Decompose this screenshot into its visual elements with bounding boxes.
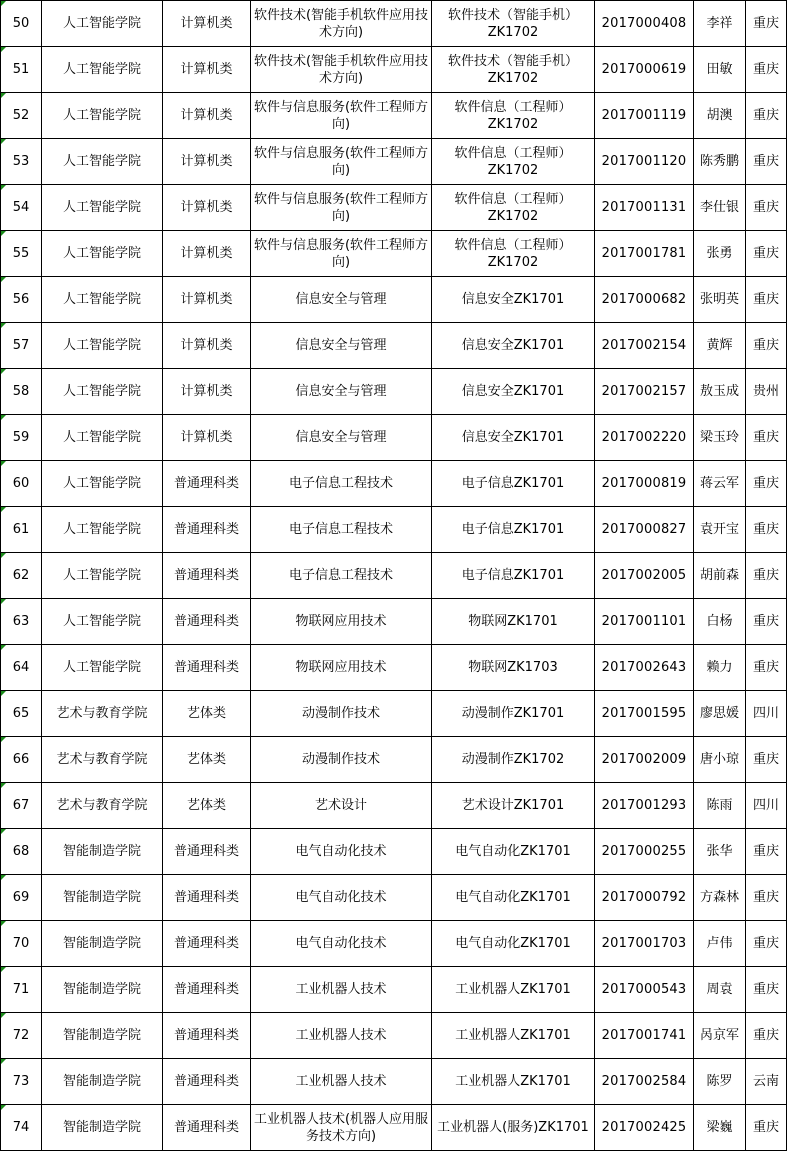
class-cell: 艺术设计ZK1701 — [432, 783, 595, 829]
row-number-cell: 70 — [1, 921, 42, 967]
category-cell: 计算机类 — [163, 369, 251, 415]
row-number-cell: 59 — [1, 415, 42, 461]
class-cell: 工业机器人ZK1701 — [432, 1059, 595, 1105]
college-cell: 人工智能学院 — [42, 185, 163, 231]
student-id-cell: 2017002584 — [595, 1059, 694, 1105]
row-number-cell: 51 — [1, 47, 42, 93]
student-id-cell: 2017001101 — [595, 599, 694, 645]
class-cell: 电子信息ZK1701 — [432, 553, 595, 599]
student-name-cell: 唐小琼 — [694, 737, 746, 783]
row-number-cell: 55 — [1, 231, 42, 277]
student-id-cell: 2017000827 — [595, 507, 694, 553]
origin-cell: 重庆 — [746, 1105, 787, 1151]
student-name-cell: 廖思媛 — [694, 691, 746, 737]
class-cell: 物联网ZK1703 — [432, 645, 595, 691]
college-cell: 智能制造学院 — [42, 829, 163, 875]
class-cell: 工业机器人(服务)ZK1701 — [432, 1105, 595, 1151]
table-row — [1, 967, 787, 1013]
student-name-cell: 田敏 — [694, 47, 746, 93]
student-name-cell: 梁玉玲 — [694, 415, 746, 461]
class-cell: 动漫制作ZK1702 — [432, 737, 595, 783]
class-cell: 电气自动化ZK1701 — [432, 875, 595, 921]
row-number-cell: 50 — [1, 1, 42, 47]
student-name-cell: 蒋云军 — [694, 461, 746, 507]
row-number-cell: 62 — [1, 553, 42, 599]
major-cell: 工业机器人技术(机器人应用服务技术方向) — [251, 1105, 432, 1151]
college-cell: 人工智能学院 — [42, 139, 163, 185]
student-id-cell: 2017000255 — [595, 829, 694, 875]
origin-cell: 重庆 — [746, 1, 787, 47]
category-cell: 普通理科类 — [163, 875, 251, 921]
table-row — [1, 921, 787, 967]
major-cell: 信息安全与管理 — [251, 323, 432, 369]
student-id-cell: 2017001595 — [595, 691, 694, 737]
major-cell: 物联网应用技术 — [251, 599, 432, 645]
student-id-cell: 2017001119 — [595, 93, 694, 139]
row-number-cell: 58 — [1, 369, 42, 415]
row-number-cell: 73 — [1, 1059, 42, 1105]
major-cell: 软件与信息服务(软件工程师方向) — [251, 231, 432, 277]
major-cell: 软件与信息服务(软件工程师方向) — [251, 185, 432, 231]
class-cell: 软件信息（工程师）ZK1702 — [432, 185, 595, 231]
college-cell: 人工智能学院 — [42, 645, 163, 691]
student-name-cell: 张华 — [694, 829, 746, 875]
table-row — [1, 737, 787, 783]
category-cell: 普通理科类 — [163, 507, 251, 553]
table-row — [1, 1, 787, 47]
table-row — [1, 415, 787, 461]
major-cell: 物联网应用技术 — [251, 645, 432, 691]
student-name-cell: 李祥 — [694, 1, 746, 47]
major-cell: 工业机器人技术 — [251, 1013, 432, 1059]
origin-cell: 重庆 — [746, 921, 787, 967]
category-cell: 普通理科类 — [163, 461, 251, 507]
student-name-cell: 李仕银 — [694, 185, 746, 231]
row-number-cell: 71 — [1, 967, 42, 1013]
row-number-cell: 67 — [1, 783, 42, 829]
category-cell: 艺体类 — [163, 737, 251, 783]
major-cell: 动漫制作技术 — [251, 737, 432, 783]
table-row — [1, 277, 787, 323]
row-number-cell: 65 — [1, 691, 42, 737]
origin-cell: 四川 — [746, 783, 787, 829]
class-cell: 工业机器人ZK1701 — [432, 1013, 595, 1059]
table-row — [1, 691, 787, 737]
table-row — [1, 185, 787, 231]
student-id-cell: 2017002425 — [595, 1105, 694, 1151]
row-number-cell: 57 — [1, 323, 42, 369]
college-cell: 艺术与教育学院 — [42, 783, 163, 829]
row-number-cell: 53 — [1, 139, 42, 185]
student-id-cell: 2017001131 — [595, 185, 694, 231]
class-cell: 电气自动化ZK1701 — [432, 829, 595, 875]
table-row — [1, 783, 787, 829]
student-id-cell: 2017000408 — [595, 1, 694, 47]
major-cell: 动漫制作技术 — [251, 691, 432, 737]
student-name-cell: 敖玉成 — [694, 369, 746, 415]
row-number-cell: 64 — [1, 645, 42, 691]
origin-cell: 重庆 — [746, 277, 787, 323]
student-id-cell: 2017002005 — [595, 553, 694, 599]
row-number-cell: 68 — [1, 829, 42, 875]
college-cell: 人工智能学院 — [42, 461, 163, 507]
student-id-cell: 2017000819 — [595, 461, 694, 507]
student-id-cell: 2017002154 — [595, 323, 694, 369]
category-cell: 艺体类 — [163, 783, 251, 829]
category-cell: 艺体类 — [163, 691, 251, 737]
major-cell: 电气自动化技术 — [251, 875, 432, 921]
category-cell: 计算机类 — [163, 415, 251, 461]
origin-cell: 重庆 — [746, 553, 787, 599]
student-name-cell: 胡前森 — [694, 553, 746, 599]
row-number-cell: 52 — [1, 93, 42, 139]
category-cell: 计算机类 — [163, 93, 251, 139]
category-cell: 普通理科类 — [163, 553, 251, 599]
row-number-cell: 72 — [1, 1013, 42, 1059]
origin-cell: 重庆 — [746, 47, 787, 93]
class-cell: 电气自动化ZK1701 — [432, 921, 595, 967]
class-cell: 信息安全ZK1701 — [432, 415, 595, 461]
student-name-cell: 张勇 — [694, 231, 746, 277]
student-name-cell: 周袁 — [694, 967, 746, 1013]
category-cell: 普通理科类 — [163, 921, 251, 967]
college-cell: 人工智能学院 — [42, 323, 163, 369]
class-cell: 信息安全ZK1701 — [432, 277, 595, 323]
student-id-cell: 2017001703 — [595, 921, 694, 967]
class-cell: 电子信息ZK1701 — [432, 507, 595, 553]
class-cell: 软件技术（智能手机）ZK1702 — [432, 1, 595, 47]
row-number-cell: 56 — [1, 277, 42, 323]
row-number-cell: 54 — [1, 185, 42, 231]
class-cell: 软件技术（智能手机）ZK1702 — [432, 47, 595, 93]
class-cell: 工业机器人ZK1701 — [432, 967, 595, 1013]
table-row — [1, 1013, 787, 1059]
major-cell: 信息安全与管理 — [251, 369, 432, 415]
table-row — [1, 47, 787, 93]
student-name-cell: 胡澳 — [694, 93, 746, 139]
student-id-cell: 2017000792 — [595, 875, 694, 921]
class-cell: 物联网ZK1701 — [432, 599, 595, 645]
origin-cell: 重庆 — [746, 967, 787, 1013]
row-number-cell: 66 — [1, 737, 42, 783]
college-cell: 人工智能学院 — [42, 599, 163, 645]
college-cell: 智能制造学院 — [42, 1105, 163, 1151]
class-cell: 软件信息（工程师）ZK1702 — [432, 93, 595, 139]
college-cell: 人工智能学院 — [42, 1, 163, 47]
student-id-cell: 2017001781 — [595, 231, 694, 277]
origin-cell: 重庆 — [746, 93, 787, 139]
category-cell: 普通理科类 — [163, 967, 251, 1013]
table-row — [1, 461, 787, 507]
major-cell: 软件与信息服务(软件工程师方向) — [251, 93, 432, 139]
college-cell: 人工智能学院 — [42, 231, 163, 277]
student-name-cell: 袁开宝 — [694, 507, 746, 553]
student-name-cell: 白杨 — [694, 599, 746, 645]
row-number-cell: 61 — [1, 507, 42, 553]
origin-cell: 重庆 — [746, 507, 787, 553]
student-name-cell: 卢伟 — [694, 921, 746, 967]
table-row — [1, 93, 787, 139]
category-cell: 计算机类 — [163, 185, 251, 231]
student-id-cell: 2017001293 — [595, 783, 694, 829]
major-cell: 艺术设计 — [251, 783, 432, 829]
table-row — [1, 875, 787, 921]
student-name-cell: 方森林 — [694, 875, 746, 921]
college-cell: 人工智能学院 — [42, 507, 163, 553]
student-name-cell: 张明英 — [694, 277, 746, 323]
major-cell: 软件技术(智能手机软件应用技术方向) — [251, 47, 432, 93]
student-id-cell: 2017002157 — [595, 369, 694, 415]
student-name-cell: 呙京军 — [694, 1013, 746, 1059]
category-cell: 计算机类 — [163, 1, 251, 47]
student-name-cell: 陈罗 — [694, 1059, 746, 1105]
origin-cell: 重庆 — [746, 323, 787, 369]
category-cell: 普通理科类 — [163, 1059, 251, 1105]
origin-cell: 重庆 — [746, 737, 787, 783]
student-id-cell: 2017001120 — [595, 139, 694, 185]
origin-cell: 四川 — [746, 691, 787, 737]
category-cell: 普通理科类 — [163, 1105, 251, 1151]
origin-cell: 重庆 — [746, 415, 787, 461]
student-id-cell: 2017000619 — [595, 47, 694, 93]
college-cell: 智能制造学院 — [42, 1013, 163, 1059]
class-cell: 软件信息（工程师）ZK1702 — [432, 231, 595, 277]
table-row — [1, 599, 787, 645]
origin-cell: 重庆 — [746, 139, 787, 185]
origin-cell: 重庆 — [746, 875, 787, 921]
row-number-cell: 69 — [1, 875, 42, 921]
category-cell: 普通理科类 — [163, 1013, 251, 1059]
origin-cell: 重庆 — [746, 185, 787, 231]
table-row — [1, 1105, 787, 1151]
major-cell: 软件技术(智能手机软件应用技术方向) — [251, 1, 432, 47]
class-cell: 动漫制作ZK1701 — [432, 691, 595, 737]
category-cell: 计算机类 — [163, 47, 251, 93]
student-name-cell: 梁巍 — [694, 1105, 746, 1151]
student-name-cell: 陈秀鹏 — [694, 139, 746, 185]
college-cell: 智能制造学院 — [42, 1059, 163, 1105]
row-number-cell: 63 — [1, 599, 42, 645]
origin-cell: 重庆 — [746, 1013, 787, 1059]
origin-cell: 重庆 — [746, 645, 787, 691]
origin-cell: 重庆 — [746, 829, 787, 875]
college-cell: 人工智能学院 — [42, 47, 163, 93]
major-cell: 信息安全与管理 — [251, 277, 432, 323]
major-cell: 电子信息工程技术 — [251, 507, 432, 553]
category-cell: 计算机类 — [163, 231, 251, 277]
table-row — [1, 323, 787, 369]
major-cell: 电气自动化技术 — [251, 921, 432, 967]
student-id-cell: 2017000682 — [595, 277, 694, 323]
major-cell: 信息安全与管理 — [251, 415, 432, 461]
category-cell: 普通理科类 — [163, 599, 251, 645]
table-row — [1, 231, 787, 277]
college-cell: 人工智能学院 — [42, 369, 163, 415]
table-row — [1, 645, 787, 691]
class-cell: 信息安全ZK1701 — [432, 323, 595, 369]
major-cell: 电子信息工程技术 — [251, 461, 432, 507]
college-cell: 人工智能学院 — [42, 415, 163, 461]
origin-cell: 重庆 — [746, 599, 787, 645]
college-cell: 智能制造学院 — [42, 921, 163, 967]
major-cell: 电气自动化技术 — [251, 829, 432, 875]
category-cell: 计算机类 — [163, 323, 251, 369]
major-cell: 工业机器人技术 — [251, 967, 432, 1013]
category-cell: 计算机类 — [163, 139, 251, 185]
college-cell: 智能制造学院 — [42, 967, 163, 1013]
college-cell: 艺术与教育学院 — [42, 737, 163, 783]
category-cell: 普通理科类 — [163, 829, 251, 875]
class-cell: 软件信息（工程师）ZK1702 — [432, 139, 595, 185]
student-id-cell: 2017001741 — [595, 1013, 694, 1059]
row-number-cell: 74 — [1, 1105, 42, 1151]
major-cell: 软件与信息服务(软件工程师方向) — [251, 139, 432, 185]
college-cell: 艺术与教育学院 — [42, 691, 163, 737]
class-cell: 电子信息ZK1701 — [432, 461, 595, 507]
student-id-cell: 2017000543 — [595, 967, 694, 1013]
table-row — [1, 507, 787, 553]
origin-cell: 贵州 — [746, 369, 787, 415]
student-name-cell: 黄辉 — [694, 323, 746, 369]
student-name-cell: 陈雨 — [694, 783, 746, 829]
college-cell: 人工智能学院 — [42, 277, 163, 323]
origin-cell: 重庆 — [746, 231, 787, 277]
table-body — [1, 1, 787, 1151]
major-cell: 电子信息工程技术 — [251, 553, 432, 599]
category-cell: 计算机类 — [163, 277, 251, 323]
table-row — [1, 553, 787, 599]
student-name-cell: 赖力 — [694, 645, 746, 691]
table-row — [1, 829, 787, 875]
college-cell: 人工智能学院 — [42, 553, 163, 599]
class-cell: 信息安全ZK1701 — [432, 369, 595, 415]
college-cell: 智能制造学院 — [42, 875, 163, 921]
table-row — [1, 139, 787, 185]
student-id-cell: 2017002643 — [595, 645, 694, 691]
student-id-cell: 2017002009 — [595, 737, 694, 783]
table-row — [1, 369, 787, 415]
college-cell: 人工智能学院 — [42, 93, 163, 139]
category-cell: 普通理科类 — [163, 645, 251, 691]
origin-cell: 重庆 — [746, 461, 787, 507]
origin-cell: 云南 — [746, 1059, 787, 1105]
table-row — [1, 1059, 787, 1105]
major-cell: 工业机器人技术 — [251, 1059, 432, 1105]
row-number-cell: 60 — [1, 461, 42, 507]
student-id-cell: 2017002220 — [595, 415, 694, 461]
